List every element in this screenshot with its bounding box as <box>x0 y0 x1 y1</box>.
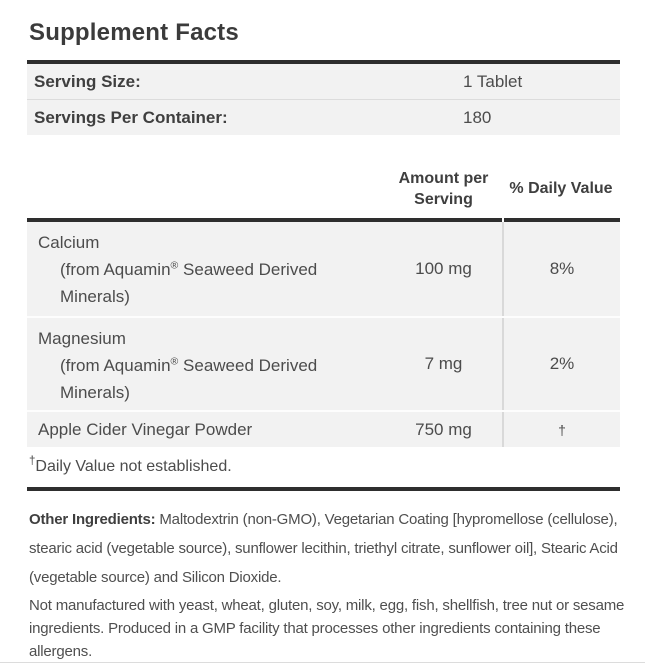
amount-header-line1: Amount per <box>398 169 489 187</box>
magnesium-name: Magnesium <box>38 329 126 348</box>
other-ingredients-line1: Other Ingredients: Maltodextrin (non-GMO), Vegetarian Coating [hypromellose (cellulose), <box>29 511 618 528</box>
allergen-statement-line2: ingredients. Produced in a GMP facility that processes other ingredients containing these <box>29 620 601 637</box>
magnesium-amount: 7 mg <box>424 354 463 373</box>
nutrient-name-magnesium <box>27 318 385 410</box>
nutrient-row-apple-cider-vinegar <box>27 412 620 447</box>
daily-value-footnote <box>27 447 620 487</box>
calcium-daily-value: 8% <box>502 222 620 316</box>
other-ingredients-line2: stearic acid (vegetable source), sunflower lecithin, triethyl citrate, sunflower oil], Stearic Acid <box>29 540 618 557</box>
nutrient-row-magnesium <box>27 318 620 410</box>
amount-per-serving-header <box>385 168 502 210</box>
servings-per-container-row <box>27 100 620 135</box>
daily-value-header: % Daily Value <box>509 179 613 197</box>
servings-per-container-label: Servings Per Container: <box>34 107 228 127</box>
dagger-symbol: † <box>29 455 36 468</box>
allergen-statement-paragraph <box>27 594 625 663</box>
apple-cider-vinegar-daily-value: † <box>502 412 620 447</box>
calcium-name: Calcium <box>38 233 100 252</box>
serving-size-label: Serving Size: <box>34 71 141 91</box>
registered-trademark-symbol: ® <box>170 259 179 272</box>
footnote-text: Daily Value not established. <box>35 458 232 475</box>
apple-cider-vinegar-name: Apple Cider Vinegar Powder <box>38 420 253 439</box>
other-ingredients-paragraph <box>27 505 620 592</box>
spacer <box>27 135 620 159</box>
magnesium-source-line2: Minerals) <box>60 383 130 402</box>
apple-cider-vinegar-amount: 750 mg <box>415 419 472 439</box>
serving-size-row <box>27 64 620 99</box>
column-headers <box>27 159 620 218</box>
calcium-source-line2: Minerals) <box>60 287 130 306</box>
servings-per-container-value: 180 <box>463 107 492 127</box>
allergen-statement-line3: allergens. <box>29 643 93 660</box>
nutrient-name-calcium <box>27 222 385 316</box>
amount-header-line2: Serving <box>414 190 473 208</box>
other-ingredients-line3: (vegetable source) and Silicon Dioxide. <box>29 569 282 586</box>
serving-size-value: 1 Tablet <box>463 71 523 91</box>
calcium-source-line1: (from Aquamin® Seaweed Derived <box>60 259 318 279</box>
registered-trademark-symbol: ® <box>170 355 179 368</box>
bottom-divider <box>0 662 645 663</box>
nutrient-row-calcium <box>27 222 620 316</box>
allergen-statement-line1: Not manufactured with yeast, wheat, gluten, soy, milk, egg, fish, shellfish, tree nut or sesame <box>29 597 625 614</box>
bottom-table-rule <box>27 487 620 491</box>
page-title: Supplement Facts <box>29 19 239 46</box>
magnesium-source-line1: (from Aquamin® Seaweed Derived <box>60 355 318 375</box>
calcium-amount: 100 mg <box>415 259 472 278</box>
other-ingredients-label: Other Ingredients: <box>29 511 156 528</box>
magnesium-daily-value: 2% <box>502 318 620 410</box>
supplement-facts-panel <box>27 0 625 663</box>
